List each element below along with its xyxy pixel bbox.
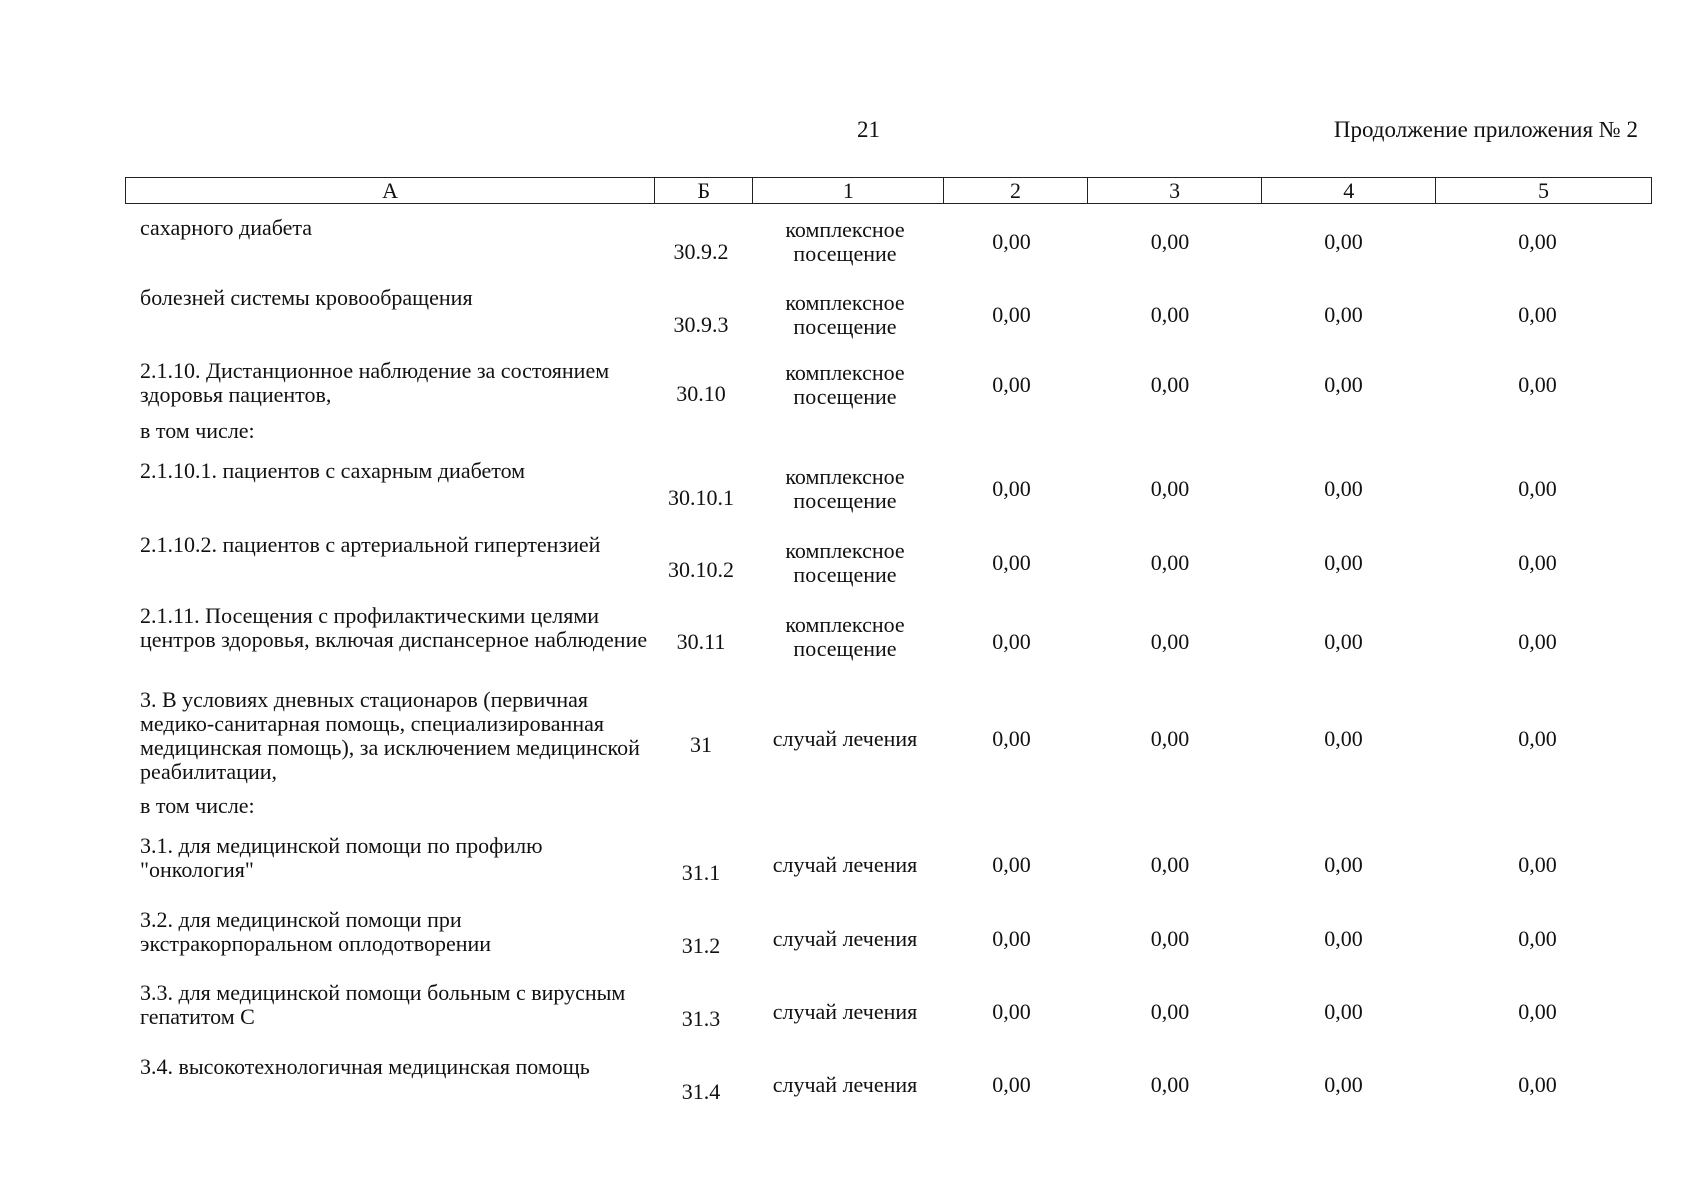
- row-col4: 0,00: [1324, 1072, 1363, 1097]
- row-col3: 0,00: [1150, 925, 1190, 951]
- column-header-1: 1: [753, 178, 944, 204]
- row-unit: случай лечения: [772, 999, 918, 1024]
- table-row: [125, 453, 1652, 525]
- table-row: [125, 206, 1652, 278]
- row-col2: 0,00: [992, 925, 1031, 951]
- row-col5: 0,00: [1518, 999, 1557, 1024]
- row-col5: 0,00: [1518, 629, 1557, 654]
- row-col2: 0,00: [992, 726, 1031, 751]
- column-header-3: 3: [1087, 178, 1262, 204]
- table-row: [125, 828, 1652, 902]
- row-col4: 0,00: [1324, 301, 1363, 327]
- row-name: 3.3. для медицинской помощи больным с вирусным гепатитом С: [140, 980, 626, 1029]
- row-col3: 0,00: [1150, 301, 1190, 327]
- row-col3: 0,00: [1150, 549, 1190, 575]
- row-col5: 0,00: [1518, 301, 1557, 327]
- row-code: 30.9.3: [673, 311, 729, 337]
- row-col4: 0,00: [1324, 629, 1363, 654]
- row-unit: случай лечения: [772, 726, 918, 751]
- row-code: 30.10.2: [668, 556, 734, 582]
- row-name: 2.1.10.2. пациентов с артериальной гипертензией: [140, 532, 601, 557]
- row-col5: 0,00: [1518, 925, 1557, 951]
- row-col3: 0,00: [1150, 372, 1190, 397]
- row-unit: комплексное посещение: [785, 360, 905, 409]
- row-unit: случай лечения: [772, 1072, 918, 1097]
- row-code: 30.10: [676, 381, 726, 406]
- row-col2: 0,00: [992, 852, 1031, 877]
- row-col3: 0,00: [1150, 726, 1190, 751]
- row-unit: комплексное посещение: [785, 537, 905, 587]
- row-code: 30.11: [676, 629, 726, 654]
- row-col2: 0,00: [992, 476, 1031, 501]
- row-code: 30.10.1: [668, 485, 734, 510]
- row-col2: 0,00: [992, 1072, 1031, 1097]
- column-header-5: 5: [1436, 178, 1652, 204]
- row-col4: 0,00: [1324, 476, 1363, 501]
- row-unit: случай лечения: [772, 852, 918, 877]
- row-col5: 0,00: [1518, 726, 1557, 751]
- row-col3: 0,00: [1150, 229, 1190, 254]
- row-name: 3.1. для медицинской помощи по профилю "онкология": [140, 833, 543, 882]
- table-row: [125, 1049, 1652, 1121]
- row-name: 2.1.11. Посещения с профилактическими целями центров здоровья, включая диспансерное наблюдение: [140, 603, 648, 652]
- row-unit: комплексное посещение: [785, 612, 905, 661]
- row-name: 3.2. для медицинской помощи при экстракорпоральном оплодотворении: [140, 907, 492, 956]
- row-name: сахарного диабета: [140, 215, 313, 240]
- table-row: [125, 351, 1652, 419]
- row-code: 31.4: [681, 1079, 721, 1104]
- column-header-a: А: [126, 178, 655, 204]
- row-col3: 0,00: [1150, 999, 1190, 1024]
- row-col2: 0,00: [992, 629, 1031, 654]
- row-col2: 0,00: [992, 549, 1031, 575]
- row-name: 2.1.10. Дистанционное наблюдение за состоянием здоровья пациентов,: [140, 358, 610, 407]
- table-row: [125, 902, 1652, 975]
- subheading: в том числе:: [140, 418, 255, 443]
- subheading: в том числе:: [140, 793, 255, 818]
- row-col4: 0,00: [1324, 999, 1363, 1024]
- row-col2: 0,00: [992, 372, 1031, 397]
- row-col3: 0,00: [1150, 629, 1190, 654]
- row-col5: 0,00: [1518, 852, 1557, 877]
- row-col5: 0,00: [1518, 476, 1557, 501]
- row-col5: 0,00: [1518, 372, 1557, 397]
- row-name: 3. В условиях дневных стационаров (первичная медико-санитарная помощь, специализированная медицинская помощь), за исключением медицинской реабилитации,: [140, 687, 640, 784]
- row-col5: 0,00: [1518, 1072, 1557, 1097]
- row-col5: 0,00: [1518, 229, 1557, 254]
- table-row: [125, 975, 1652, 1049]
- table-row: [125, 684, 1652, 794]
- row-col3: 0,00: [1150, 852, 1190, 877]
- row-col4: 0,00: [1324, 726, 1363, 751]
- table-body: [125, 206, 1652, 1121]
- row-code: 30.9.2: [673, 239, 729, 264]
- column-header-4: 4: [1262, 178, 1436, 204]
- row-col4: 0,00: [1324, 372, 1363, 397]
- table-row: [125, 278, 1652, 351]
- row-col2: 0,00: [992, 229, 1031, 254]
- row-col4: 0,00: [1324, 549, 1363, 575]
- row-col2: 0,00: [992, 301, 1031, 327]
- row-col3: 0,00: [1150, 476, 1190, 501]
- row-code: 31.1: [681, 860, 721, 885]
- row-name: 3.4. высокотехнологичная медицинская помощь: [140, 1054, 590, 1079]
- table-row: [125, 600, 1652, 684]
- continuation-note: Продолжение приложения № 2: [1333, 117, 1638, 142]
- row-col4: 0,00: [1324, 925, 1363, 951]
- row-name: болезней системы кровообращения: [140, 285, 473, 310]
- row-code: 31.2: [681, 932, 721, 958]
- row-col3: 0,00: [1150, 1072, 1190, 1097]
- page-number: 21: [857, 117, 880, 142]
- row-name: 2.1.10.1. пациентов с сахарным диабетом: [140, 458, 526, 483]
- column-header-table: [125, 177, 1652, 204]
- row-unit: случай лечения: [772, 925, 918, 951]
- column-header-b: Б: [655, 178, 753, 204]
- row-col4: 0,00: [1324, 852, 1363, 877]
- column-header-2: 2: [944, 178, 1088, 204]
- row-col5: 0,00: [1518, 549, 1557, 575]
- row-unit: комплексное посещение: [785, 289, 905, 339]
- row-col4: 0,00: [1324, 229, 1363, 254]
- table-row: [125, 525, 1652, 600]
- row-unit: комплексное посещение: [785, 464, 905, 513]
- column-header-row: [126, 178, 1652, 204]
- row-code: 31: [690, 732, 712, 757]
- row-unit: комплексное посещение: [785, 217, 905, 266]
- row-col2: 0,00: [992, 999, 1031, 1024]
- row-code: 31.3: [681, 1006, 721, 1031]
